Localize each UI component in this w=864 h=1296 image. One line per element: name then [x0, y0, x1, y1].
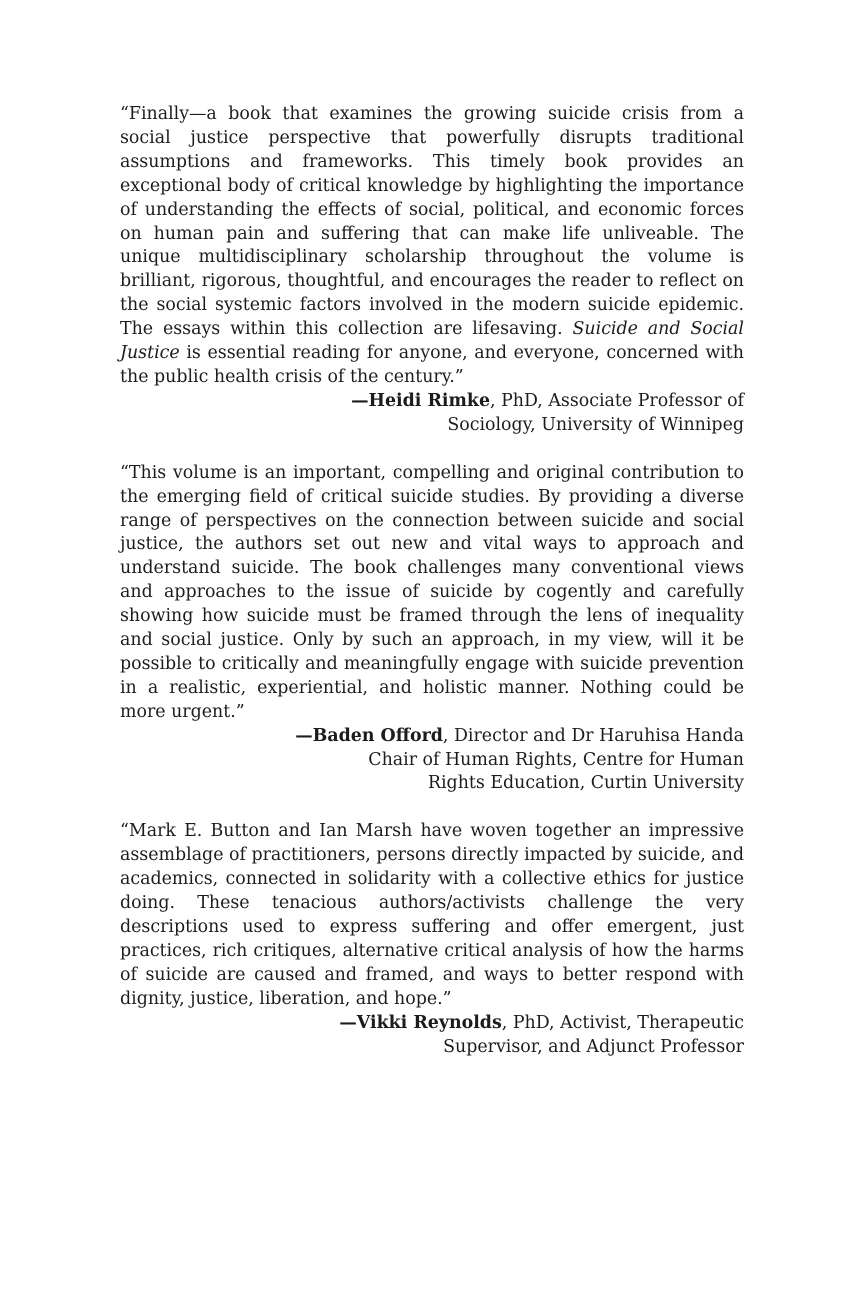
endorser-name: —Vikki Reynolds [339, 1012, 502, 1033]
attribution-line [120, 390, 744, 414]
attribution [120, 725, 744, 797]
book-title: Suicide and Social Justice [120, 319, 744, 364]
attribution-line: Rights Education, Curtin University [427, 773, 744, 794]
attribution-line: Supervisor, and Adjunct Professor [443, 1036, 744, 1057]
endorsements-page [120, 103, 744, 1083]
quote-text [120, 103, 744, 390]
attribution-line: Sociology, University of Winnipeg [447, 414, 744, 435]
quote-text-part: is essential reading for anyone, and everyone, concerned with the public health crisis of the century.” [120, 343, 744, 387]
endorsement-reynolds [120, 820, 744, 1059]
attribution [120, 1012, 744, 1060]
endorser-name: —Baden Offord [295, 725, 443, 746]
endorser-affiliation: , PhD, Associate Professor of [490, 390, 744, 411]
attribution [120, 390, 744, 438]
quote-text: “Mark E. Button and Ian Marsh have woven together an impressive assemblage of practitioners, persons directly impacted by suicide, and academics, connected in solidarity with a collective ethics for justice doing. These tenacious authors/activists challenge the very descriptions used to express suffering and offer emergent, just practices, rich critiques, alternative critical analysis of how the harms of suicide are caused and framed, and ways to better respond with dignity, justice, liberation, and hope.” [120, 821, 744, 1009]
endorsement-rimke [120, 103, 744, 438]
endorser-affiliation: , PhD, Activist, Therapeutic [501, 1012, 744, 1033]
quote-text: “This volume is an important, compelling and original contribution to the emerging field of critical suicide studies. By providing a diverse range of perspectives on the connection between suicide and social justice, the authors set out new and vital ways to approach and understand suicide. The book challenges many conventional views and approaches to the issue of suicide by cogently and carefully showing how suicide must be framed through the lens of inequality and social justice. Only by such an approach, in my view, will it be possible to critically and meaningfully engage with suicide prevention in a realistic, experiential, and holistic manner. Nothing could be more urgent.” [120, 462, 744, 722]
quote-text-part: “Finally—a book that examines the growing suicide crisis from a social justice perspective that powerfully disrupts traditional assumptions and frameworks. This timely book provides an exceptional body of critical knowledge by highlighting the importance of understanding the effects of social, political, and economic forces on human pain and suffering that can make life unliveable. The unique multidisciplinary scholarship throughout the volume is brilliant, rigorous, thoughtful, and encourages the reader to reflect on the social systemic factors involved in the modern suicide epidemic. The essays within this collection are lifesaving. [120, 104, 744, 340]
attribution-line [120, 1012, 744, 1036]
endorser-name: —Heidi Rimke [351, 390, 491, 411]
endorser-affiliation: , Director and Dr Haruhisa Handa [442, 725, 744, 746]
attribution-line [120, 725, 744, 749]
endorsement-offord [120, 462, 744, 797]
attribution-line: Chair of Human Rights, Centre for Human [368, 749, 744, 770]
